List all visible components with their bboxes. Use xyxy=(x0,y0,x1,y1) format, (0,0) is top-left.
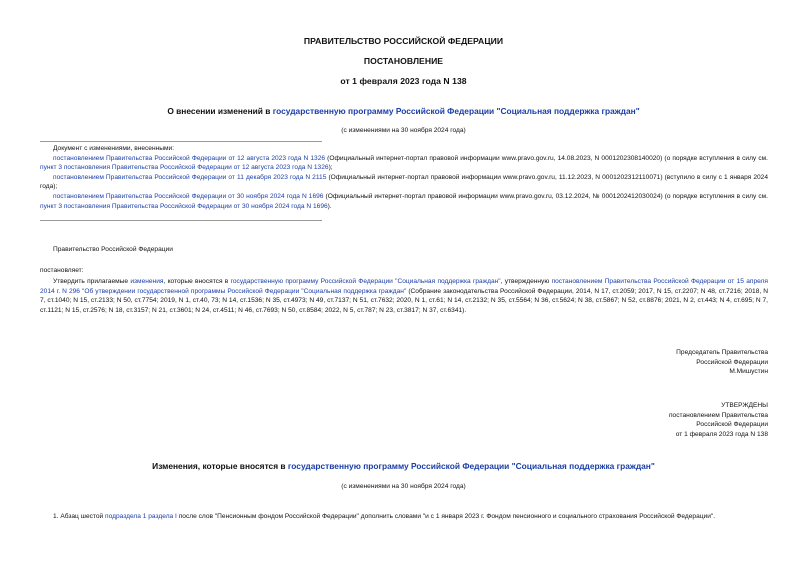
change-link[interactable]: постановлением Правительства Российской Федерации от 12 августа 2023 года N 1326 xyxy=(53,154,326,162)
resolution-paragraph: Утвердить прилагаемые изменения, которые вносятся в государственную программу Российской Федерации "Социальная поддержка граждан", утвержденную постановлением Правительства Российской Федерации от 15 апреля 2014 г. N 296 "Об утверждении государственной программы Российской Федерации "Социальная поддержка граждан" (Собрание законодательства Российской Федерации, 2014, N 17, ст.2059; 2017, N 15, ст.2207; N 48, ст.7216; 2018, N 7, ст.1040; N 15, ст.2133; N 50, ст.7754; 2019, N 1, ст.40, 73; N 14, ст.1536; N 35, ст.4973; N 49, ст.7137; N 51, ст.7632; 2020, N 1, ст.61; N 14, ст.2132; N 35, ст.5564; N 36, ст.5624; N 38, ст.5867; N 52, ст.8876; 2021, N 2, ст.443; N 4, ст.695; N 7, ст.1121; N 15, ст.2576; N 18, ст.3157; N 21, ст.3601; N 24, ст.4511; N 46, ст.7693; N 50, ст.8584; 2022, N 5, ст.787; N 23, ст.3817; N 37, ст.6341). xyxy=(40,278,769,314)
document-type: ПОСТАНОВЛЕНИЕ xyxy=(363,56,444,66)
change-clause-link[interactable]: пункт 3 постановления Правительства Российской Федерации от 12 августа 2023 года N 1326 xyxy=(40,164,329,172)
divider-bottom xyxy=(40,220,322,221)
resolution-296-link[interactable]: постановлением Правительства Российской Федерации от 15 апреля 2014 г. N 296 "Об утверждении государственной программы Российской Федерации "Социальная поддержка граждан" xyxy=(40,278,768,295)
annex-item-1: 1. Абзац шестой подраздела 1 раздела I после слов "Пенсионным фондом Российской Федерации" дополнить словами "и с 1 января 2023 г. Фондом пенсионного и социального страхования Российской Федерации". xyxy=(53,513,716,520)
change-item: постановлением Правительства Российской Федерации от 30 ноября 2024 года N 1696 (Официальный интернет-портал правовой информации www.pravo.gov.ru, 03.12.2024, № 0001202412030024) (о порядке вступления в силу см. пункт 3 постановления Правительства Российской Федерации от 30 ноября 2024 года N 1696). xyxy=(40,192,768,210)
change-link[interactable]: постановлением Правительства Российской Федерации от 11 декабря 2023 года N 2115 xyxy=(53,173,327,181)
revision-note: (с изменениями на 30 ноября 2024 года) xyxy=(341,127,466,134)
change-clause-link[interactable]: пункт 3 постановления Правительства Российской Федерации от 30 ноября 2024 года N 1696 xyxy=(40,202,328,210)
divider-top xyxy=(40,141,322,142)
signature-block xyxy=(676,348,768,377)
title-prefix: О внесении изменений в xyxy=(167,106,273,116)
annex-title: Изменения, которые вносятся в государственную программу Российской Федерации "Социальная поддержка граждан" xyxy=(152,461,655,471)
program-link[interactable]: государственную программу Российской Федерации "Социальная поддержка граждан" xyxy=(230,278,501,285)
program-link[interactable]: государственную программу Российской Федерации "Социальная поддержка граждан" xyxy=(287,461,655,471)
change-item: постановлением Правительства Российской Федерации от 11 декабря 2023 года N 2115 (Официальный интернет-портал правовой информации www.pravo.gov.ru, 11.12.2023, N 0001202312110071) (вступило в силу с 1 января 2024 года); xyxy=(40,173,768,191)
section-link[interactable]: подраздела 1 раздела I xyxy=(105,513,177,520)
change-link[interactable]: постановлением Правительства Российской Федерации от 30 ноября 2024 года N 1696 xyxy=(53,192,324,200)
document-date-number: от 1 февраля 2023 года N 138 xyxy=(340,76,467,86)
issuing-body: Правительство Российской Федерации xyxy=(53,246,173,253)
program-link[interactable]: государственную программу Российской Федерации "Социальная поддержка граждан" xyxy=(272,106,640,116)
change-item: постановлением Правительства Российской Федерации от 12 августа 2023 года N 1326 (Официальный интернет-портал правовой информации www.pravo.gov.ru, 14.08.2023, N 0001202308140020) (о порядке вступления в силу см. пункт 3 постановления Правительства Российской Федерации от 12 августа 2023 года N 1326); xyxy=(40,154,768,172)
changes-block xyxy=(40,144,768,211)
signatory-position-2: Российской Федерации xyxy=(696,358,768,366)
changes-link[interactable]: изменения xyxy=(130,278,164,285)
changes-intro: Документ с изменениями, внесенными: xyxy=(53,145,175,152)
government-heading: ПРАВИТЕЛЬСТВО РОССИЙСКОЙ ФЕДЕРАЦИИ xyxy=(303,36,504,46)
annex-revision-note: (с изменениями на 30 ноября 2024 года) xyxy=(341,483,466,490)
resolves-label: постановляет: xyxy=(40,267,84,274)
signatory-name: М.Мишустин xyxy=(729,368,768,376)
signatory-position: Председатель Правительства xyxy=(676,349,768,356)
document-title xyxy=(0,106,807,116)
approved-label: УТВЕРЖДЕНЫ xyxy=(721,402,768,409)
approval-stamp: УТВЕРЖДЕНЫ постановлением Правительства Российской Федерации от 1 февраля 2023 года N 138 xyxy=(668,402,768,438)
